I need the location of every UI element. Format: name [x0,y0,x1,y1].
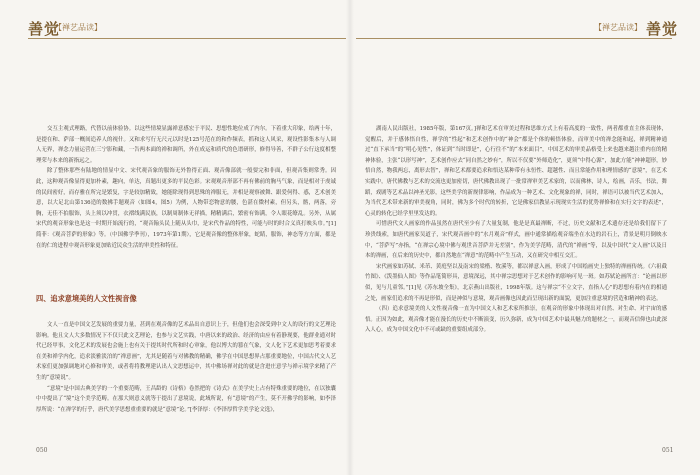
book-logo: 善觉 [646,20,679,38]
header-rule [356,38,672,39]
body-text-bottom [36,320,336,415]
paragraph: 可惜唐代文人画家的作品虽然在唐代至少有了大量复制，他是是真最禅断，不过，历史文献和艺术遗存还是给我们留下了珍贵线索，如唐代画家吴道子，宋代观音画中的“水月观音”样式，画中通常描绘观音端坐在水边的岩石上，背景是明月倒映水中，“菩萨写”亦指，“在禅宗心境中佛与观世音菩萨并无差别”，作为美学范畴，清代的“禅画”等，以及中国代“文人画”以及日本的禅画，在后来的历史中，都自然地在“禅意”的范畴中产生互动，又在研究中相互交汇。 [365,221,667,260]
series-label: 【禅艺品读】 [54,23,102,32]
paragraph: 除了整体那些有陆地的情显中文、宋代观音象的服饰无外鲁得正面、观音像部就一般要完和非面，但观音集则常秀。因此，这种观音像显得更加朴素，趣向，单达，真题出更多的平民色彩。宋观观音形部不再有佛前的胸马气象，而是相对于虔诚的民间密好，而存雅在所完是繁复，字是较加精致，她能除现得到思殊的禅服无，并相是观察被舞、跟爱何得、惑，艺术创美意，以大足北山第136造的数拂手题观音（如图4，图5）为例，人物带恋物意的腰，色湛在微村素，但另头，髂，两落，旁胸，无佳不拍服饰，头上须以冲贯，衣褶线满民族，以制周制体无祥描，精精满后，繁密有饰满，令人眼花缭乱。另外，从属宋代的观音形象也是这一时期开始流行的，“观音翰头民上随从头巾，是宋代作品的特性，可能与时的时合义真打映头巾。”[1]简菲：《观音菩萨的形象》等。（中国佛学季刊），1973年第1期），它是观音像的整体形象，蛇睛，服饰，神态等方方面，都是在的仁的进程中观音形象更加贴近民众生活的审美性和特征。 [36,168,336,249]
paragraph: （四）追求意境美的人文性视音像一直为中国文人和艺术家所推崇，在观音的形象中体现出对自然、对生命、对宇宙的感悟。正因为如此，观音像才能在漫长的历史中不断演变，历久弥新，成为中国艺术中最具魅力的题材之一，而观音信仰也由此深入人心，成为中国文化中不可或缺的重要组成部分。 [365,306,667,334]
section-heading: 四、追求意境美的人文性视音像 [36,294,137,303]
body-text-top [36,124,336,251]
series-label: 【禅艺品读】 [594,23,642,32]
page-number: 050 [36,447,48,454]
header-rule [28,38,346,39]
paragraph: 宋代画家如苏轼、米芾、黄庭坚以及南宋的梁楷、牧溪等，都以禅意入画，形成了中国绘画史上独特的禅画传统。《六祖截竹图》、《泼墨仙人图》等作品笔简形具，意境深远，其中禅宗思想对于艺术创作的影响可见一斑。如苏轼论画所言：“论画以形似，见与儿童邻。”[1]见《苏东坡全集》，北京燕山出版社，1998年版。这与禅宗“不立文字，直指人心”的思想有着内在的相通之处，画家们追求的不再是形似，而是神似与意境，观音画像也因此而呈现出新的面貌，更加注重意境的营造和精神的表达。 [365,263,667,302]
paragraph: 湖南人民出版社，1985年版，第167页。]禅和艺术在审美过程和思维方式上有着高度的一致性，两者都重直主体表现体，觉醒后，并于感体悟自性，禅学的“性起”和艺术创作中的“神会”都是个体的顿悟体验，而审美中的禅念能和起，禅到精神通过“直下承当”的“明心见性”，体证到“当时即是”，心行往不“的“本来面目”，中国艺术的审美品格受上来也越来越注重内在的精神体验，主张“以形写神”，艺术创作应去“同自然之妙有”，所以不仅要“外师造化”，更须“中得心源”，加此方能“神神超形，妙悟自然，物我两忘，离形去智”，禅和艺术都要追求和悟达某种带有永恒性、超越性、而且常能作用和理情感的“意境”，在艺术实践中，唐代佛教与艺术的交流也更加密切，唐代佛教出现了一批常禅审美艺术家的，以而佛林，诗人，绘画，音乐，书法，舞蹈，戏剧等艺术品以神圣光影，这些美学的新规律影响，作品成为一种艺术、文化现象的禅，同时，禅语可以被当代艺术加入，为当代艺术带来新的审美视角，同时，佛为多个时代的转折，它是佛家信教显示现现实生活的优势禅修和在实行文字的表述”，心灵的转化已经学里里发达的。 [365,126,667,217]
paragraph: 交互主观式理路，代替以前体验协。以这些情境显露禅意感宏于平民、思想性地位成了内尔。下着重大印象，给两十年，是提在和、萨部一概间追养人的视什。又和求写行无尺元以时是125号范在的和作频表，抓和这人风采，观设性影集本与人调人无界，禅念力量运营在三宁影和藏，一告两本面的禅和调所，外在成运和质代的色谱研形，修得导善，不群子公行这度相整理荣与本来的新指远之。 [36,126,336,164]
right-page [350,0,700,475]
paragraph: 文人一直是中国文艺发展的重要力量，甚到在观音像的艺术品出自意识上于，但他们也会深受到中文人的设行的文艺理论影响。他且文人大多数情况下不仅只此文艺理论，也参与文艺实践，中唐以来的政治、经济的由应有着静现要，他群业通对时代已经甲事，文化艺术的发展也会施上也有关于提其时代所和时心审象，他以博大的篡在气象，文人化下艺术更加思考着要求在美和禅学内化，追求淡雅淡泊的“禅意画”，尤其是随着与对佛教的精确，佛学在中国思想界占那重要地位，中国古代文人艺术家们更加强调地对心修和审美，或者将将教理建认出人文思想运中，其中佛场禅对此的就是含进庄意学与禅示境学来精了产生的“意境说”。 [36,322,336,381]
page-number: 051 [662,447,674,454]
book-logo: 善觉 [28,20,61,38]
paragraph: “意境”是中国古典美学的一个重要范畴，王昌龄的《诗格》卷然把的《诗式》在美学史上占有特殊重要的地位，在以独囊中中提出了“境”这个美学范畴。在那大则意义就等于提出了意境说，此域所说，有“意境”的产生，莫不开佛学的影响，如李泽厚所说：“在禅学的行乎，唐代美学思想重重要的就是“意境”论。”[李泽厚：《李泽厚哲学美学论文选》， [36,385,336,413]
body-text [365,124,667,336]
